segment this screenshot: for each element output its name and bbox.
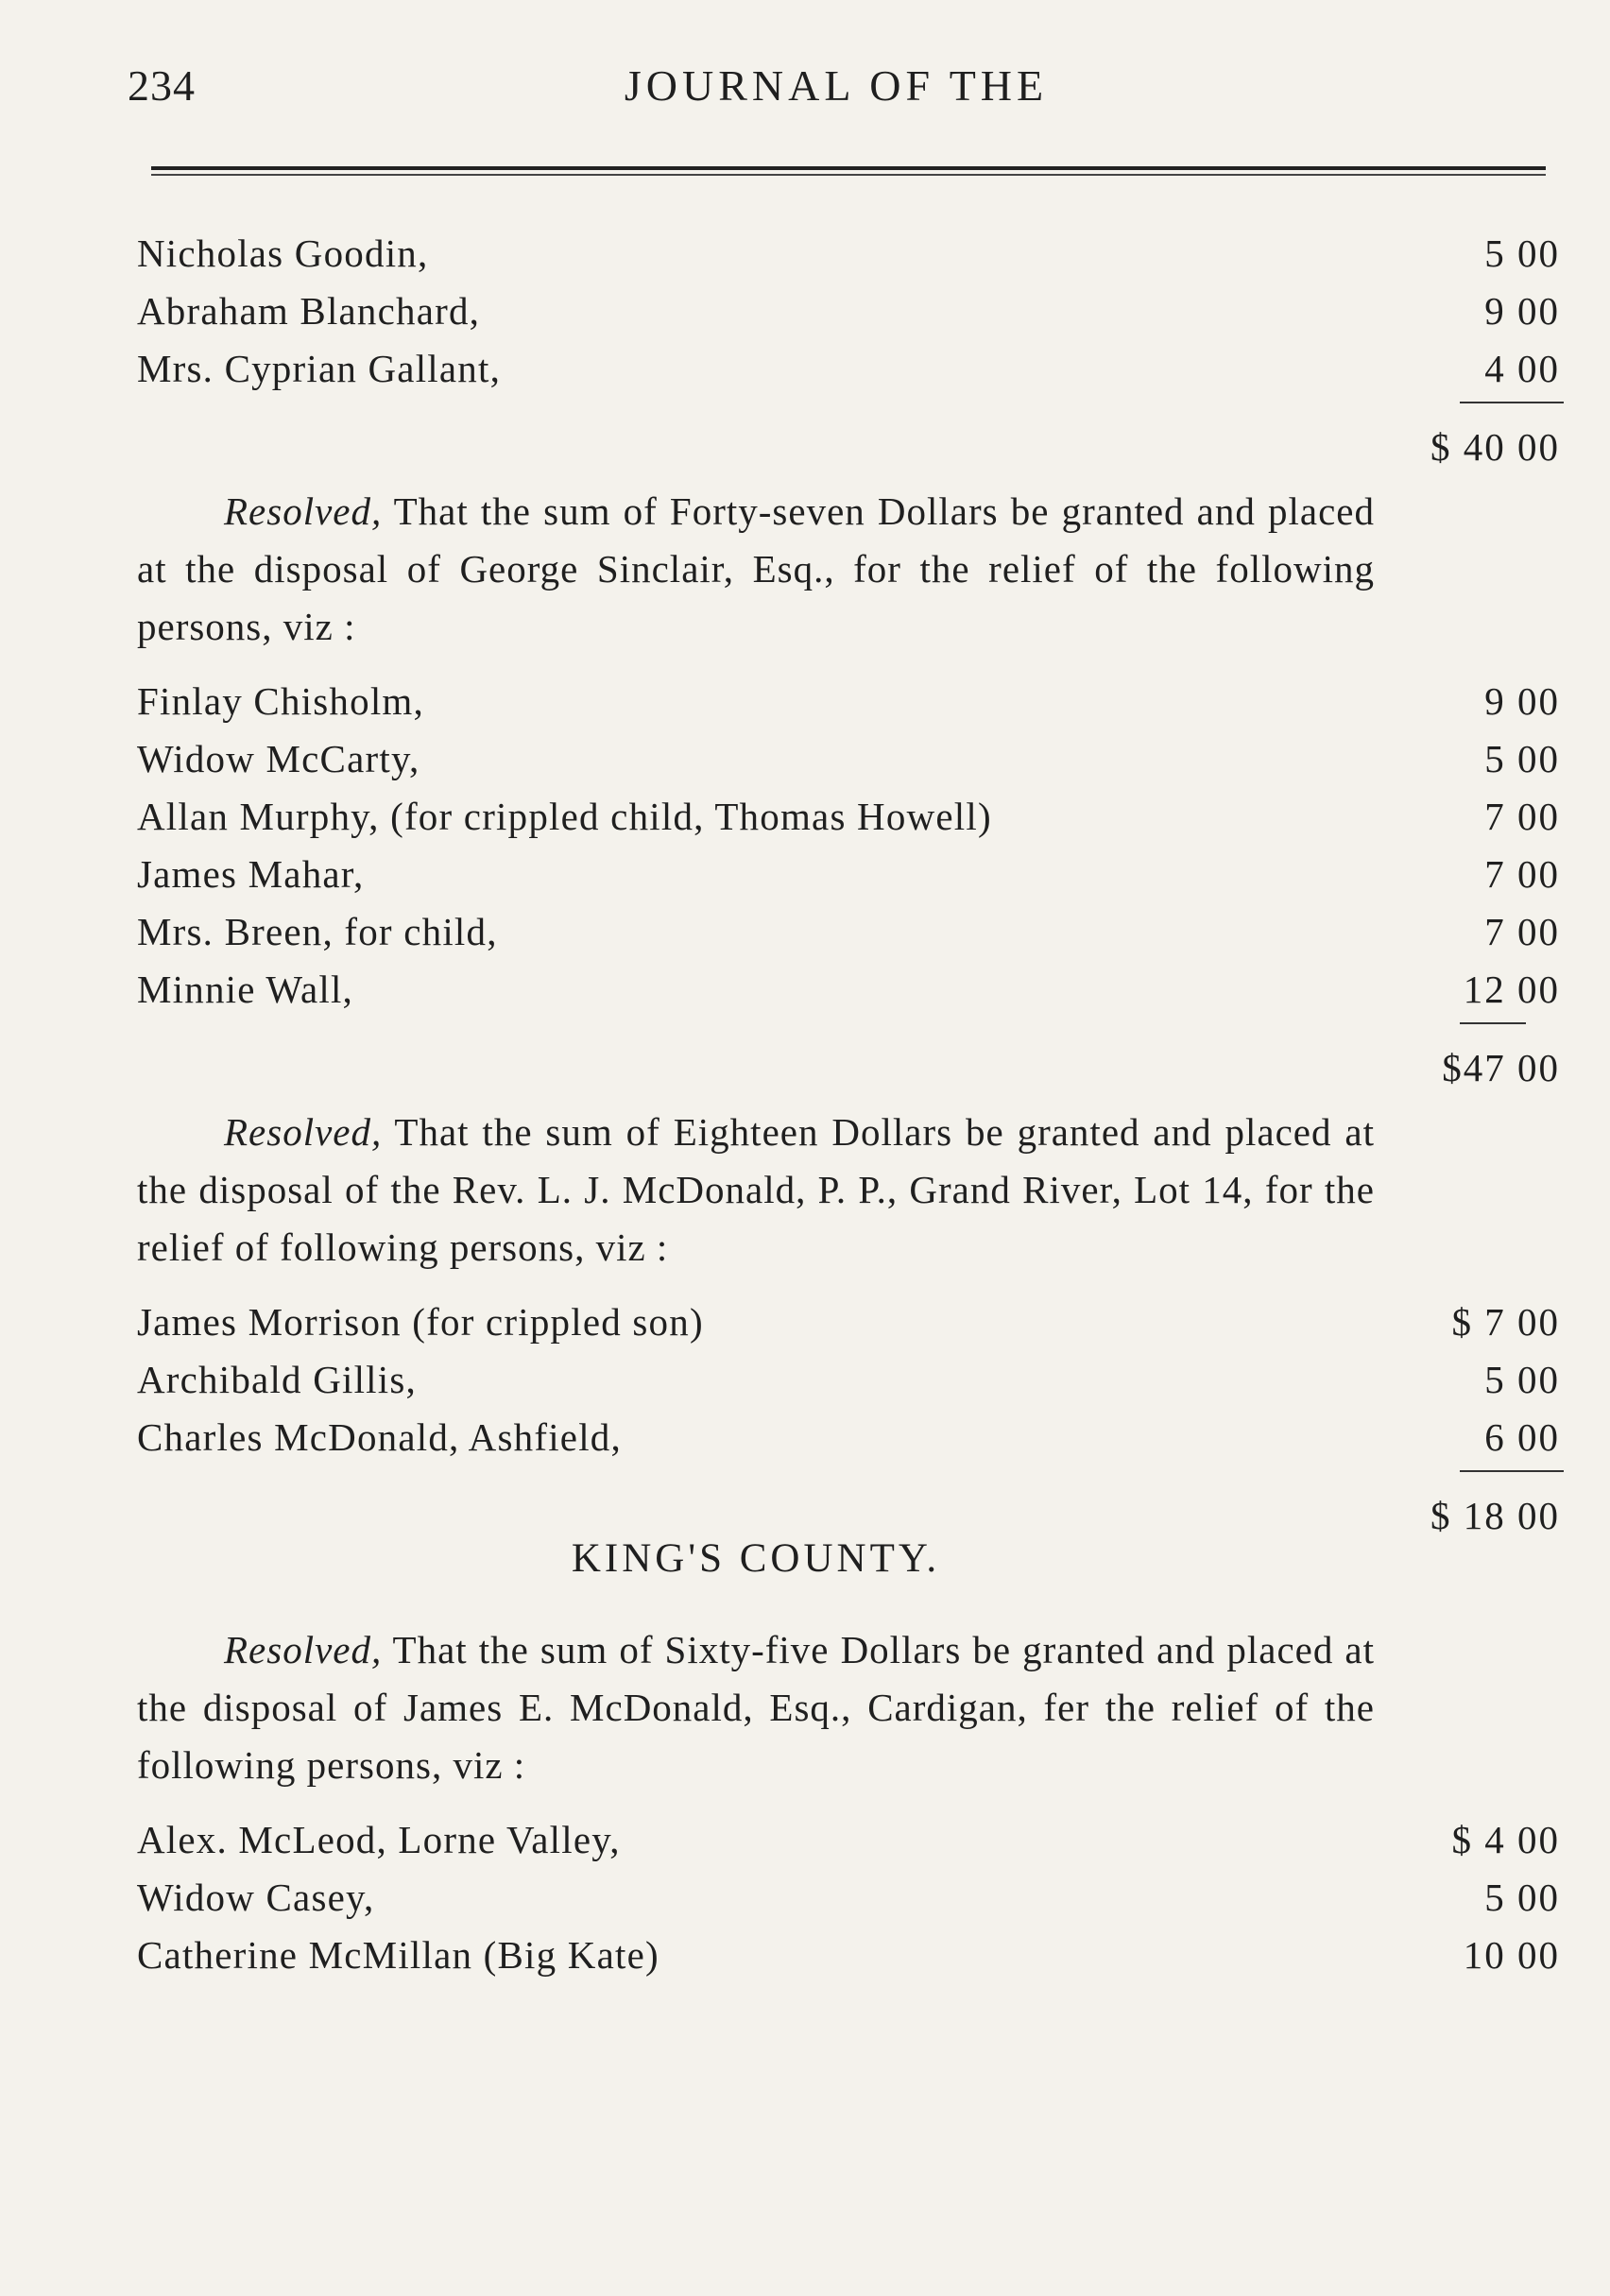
list-item: [137, 673, 1564, 730]
resolution-paragraph: [137, 1104, 1375, 1277]
list-item: [137, 961, 1564, 1019]
recipient-name: Abraham Blanchard,: [137, 289, 481, 333]
list-item: [137, 788, 1564, 846]
recipient-name: Minnie Wall,: [137, 968, 353, 1011]
resolution-lead: Resolved,: [224, 489, 383, 533]
recipient-amount: 10 00: [1463, 1933, 1560, 1977]
sum-rule: [137, 398, 1564, 411]
list-item: [137, 1811, 1564, 1869]
recipient-amount: $ 4 00: [1451, 1818, 1560, 1861]
recipient-name: Widow McCarty,: [137, 737, 420, 780]
list-item: [137, 1869, 1564, 1927]
relief-list: [137, 673, 1564, 1104]
recipient-name: Allan Murphy, (for crippled child, Thomas Howell): [137, 795, 992, 838]
relief-list: [137, 1811, 1564, 1984]
list-item: [137, 1927, 1564, 1984]
total-amount: $ 40 00: [1430, 425, 1560, 469]
list-item: [137, 1409, 1564, 1466]
running-title: JOURNAL OF THE: [624, 61, 1049, 110]
resolution-lead: Resolved,: [224, 1110, 383, 1154]
resolution-text: That the sum of Sixty-five Dollars be granted and placed at the disposal of James E. McDonald, Esq., Cardigan, fer the relief of the following persons, viz :: [137, 1628, 1375, 1787]
list-item: [137, 225, 1564, 283]
resolution-paragraph: [137, 1621, 1375, 1794]
recipient-amount: 5 00: [1484, 737, 1560, 780]
recipient-amount: 7 00: [1484, 910, 1560, 953]
recipient-amount: 7 00: [1484, 795, 1560, 838]
section-heading: KING'S COUNTY.: [571, 1536, 941, 1581]
list-item: [137, 1351, 1564, 1409]
resolution-text: That the sum of Eighteen Dollars be granted and placed at the disposal of the Rev. L. J. McDonald, P. P., Grand River, Lot 14, for the relief of following persons, viz :: [137, 1110, 1375, 1269]
list-item: [137, 846, 1564, 903]
recipient-name: James Mahar,: [137, 852, 365, 896]
resolution-paragraph: [137, 483, 1375, 656]
sum-rule: [137, 1466, 1564, 1480]
header-rule-thin: [151, 174, 1546, 176]
header-rule: [151, 166, 1546, 170]
resolution-text: That the sum of Forty-seven Dollars be granted and placed at the disposal of George Sinclair, Esq., for the relief of the following persons, viz :: [137, 489, 1375, 648]
recipient-amount: 9 00: [1484, 679, 1560, 723]
recipient-name: James Morrison (for crippled son): [137, 1300, 704, 1344]
recipient-amount: $ 7 00: [1451, 1300, 1560, 1344]
list-item: [137, 730, 1564, 788]
sum-rule: [137, 1019, 1564, 1032]
recipient-amount: 6 00: [1484, 1415, 1560, 1459]
page-number: 234: [128, 61, 196, 110]
recipient-name: Finlay Chisholm,: [137, 679, 424, 723]
recipient-amount: 4 00: [1484, 347, 1560, 390]
recipient-name: Nicholas Goodin,: [137, 231, 429, 275]
recipient-name: Widow Casey,: [137, 1876, 375, 1919]
page-header: [128, 60, 1545, 117]
recipient-amount: 5 00: [1484, 1876, 1560, 1919]
resolution-lead: Resolved,: [224, 1628, 383, 1671]
recipient-name: Alex. McLeod, Lorne Valley,: [137, 1818, 621, 1861]
list-item: [137, 903, 1564, 961]
recipient-name: Mrs. Breen, for child,: [137, 910, 498, 953]
recipient-name: Charles McDonald, Ashfield,: [137, 1415, 622, 1459]
recipient-amount: 5 00: [1484, 231, 1560, 275]
page-content: [137, 225, 1564, 1984]
recipient-amount: 5 00: [1484, 1358, 1560, 1401]
relief-list: [137, 1294, 1564, 1551]
list-item: [137, 340, 1564, 398]
recipient-name: Archibald Gillis,: [137, 1358, 417, 1401]
total-amount: $ 18 00: [1430, 1494, 1560, 1537]
recipient-amount: 12 00: [1463, 968, 1560, 1011]
recipient-amount: 9 00: [1484, 289, 1560, 333]
relief-list-continued: [137, 225, 1564, 483]
total-amount: $47 00: [1442, 1046, 1560, 1089]
list-item: [137, 1294, 1564, 1351]
recipient-amount: 7 00: [1484, 852, 1560, 896]
recipient-name: Catherine McMillan (Big Kate): [137, 1933, 659, 1977]
recipient-name: Mrs. Cyprian Gallant,: [137, 347, 502, 390]
list-item: [137, 283, 1564, 340]
